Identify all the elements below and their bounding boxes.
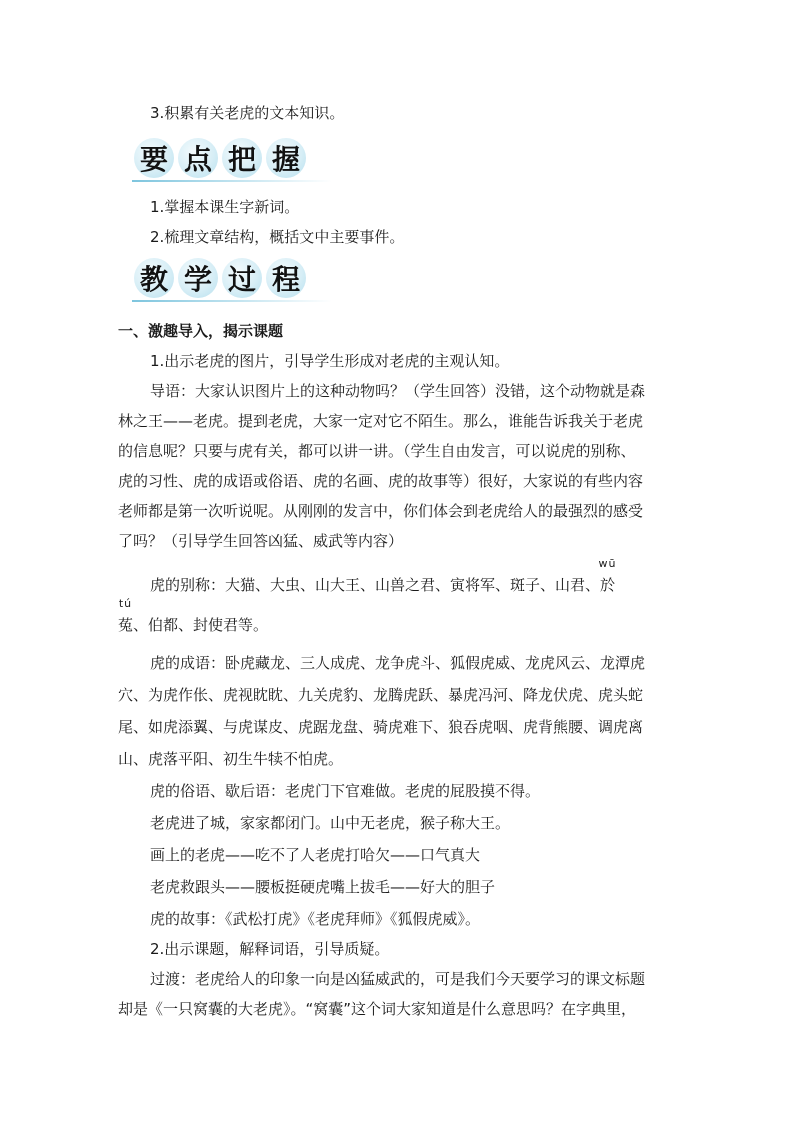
ruby-annotation	[598, 557, 617, 596]
intro-line: 的信息呢？只要与虎有关，都可以讲一讲。（学生自由发言，可以说虎的别称、	[118, 442, 636, 460]
saying-line: 老虎进了城，家家都闭门。山中无老虎，猴子称大王。	[150, 814, 511, 832]
banner-char: 把	[222, 138, 262, 178]
idiom-line: 尾、如虎添翼、与虎谋皮、虎踞龙盘、骑虎难下、狼吞虎咽、虎背熊腰、调虎离	[118, 718, 644, 736]
banner-char: 过	[222, 258, 262, 298]
key-point-1: 1.掌握本课生字新词。	[150, 198, 300, 216]
banner-char: 点	[178, 138, 218, 178]
goal-item-3: 3.积累有关老虎的文本知识。	[150, 104, 345, 122]
key-point-2: 2.梳理文章结构，概括文中主要事件。	[150, 228, 405, 246]
transition-line: 过渡：老虎给人的印象一向是凶猛威武的，可是我们今天要学习的课文标题	[150, 970, 646, 988]
key-points-banner	[132, 138, 332, 186]
step-1-1: 1.出示老虎的图片，引导学生形成对老虎的主观认知。	[150, 352, 510, 370]
saying-line: 老虎救跟头——腰板挺硬虎嘴上拔毛——好大的胆子	[150, 878, 496, 896]
story-line: 虎的故事：《武松打虎》《老虎拜师》《狐假虎威》。	[150, 910, 481, 928]
transition-line: 却是《一只窝囊的大老虎》。“窝囊”这个词大家知道是什么意思吗？在字典里，	[118, 1000, 637, 1018]
ruby-char: 菟	[118, 616, 134, 634]
intro-line: 导语：大家认识图片上的这种动物吗？（学生回答）没错，这个动物就是森	[150, 382, 646, 400]
alias-line	[118, 597, 678, 636]
idiom-line: 山、虎落平阳、初生牛犊不怕虎。	[118, 750, 344, 768]
intro-line: 了吗？（引导学生回答凶猛、威武等内容）	[118, 532, 404, 550]
intro-line: 虎的习性、虎的成语或俗语、虎的名画、虎的故事等）很好，大家说的有些内容	[118, 472, 644, 490]
section-heading: 一、激趣导入，揭示课题	[118, 322, 284, 340]
pinyin: wū	[598, 557, 617, 570]
step-1-2: 2.出示课题，解释词语，引导质疑。	[150, 940, 390, 958]
ruby-char: 於	[600, 576, 616, 594]
ruby-annotation	[118, 597, 134, 636]
pinyin: tú	[118, 597, 133, 610]
intro-line: 老师都是第一次听说呢。从刚刚的发言中，你们体会到老虎给人的最强烈的感受	[118, 502, 644, 520]
idiom-line: 虎的成语：卧虎藏龙、三人成虎、龙争虎斗、狐假虎威、龙虎风云、龙潭虎	[150, 654, 646, 672]
banner-underline	[132, 180, 332, 182]
alias-line	[150, 557, 617, 596]
idiom-line: 穴、为虎作伥、虎视眈眈、九关虎豹、龙腾虎跃、暴虎冯河、降龙伏虎、虎头蛇	[118, 686, 644, 704]
saying-line: 虎的俗语、歇后语：老虎门下官难做。老虎的屁股摸不得。	[150, 782, 541, 800]
banner-char: 教	[134, 258, 174, 298]
intro-line: 林之王——老虎。提到老虎，大家一定对它不陌生。那么，谁能告诉我关于老虎	[118, 412, 644, 430]
banner-underline	[132, 300, 332, 302]
alias-text: 、伯都、封使君等。	[133, 616, 269, 634]
banner-char: 要	[134, 138, 174, 178]
banner-char: 程	[266, 258, 306, 298]
teaching-process-banner	[132, 258, 332, 306]
banner-char: 握	[266, 138, 306, 178]
alias-text: 虎的别称：大猫、大虫、山大王、山兽之君、寅将军、斑子、山君、	[150, 576, 601, 594]
saying-line: 画上的老虎——吃不了人老虎打哈欠——口气真大	[150, 846, 481, 864]
banner-char: 学	[178, 258, 218, 298]
